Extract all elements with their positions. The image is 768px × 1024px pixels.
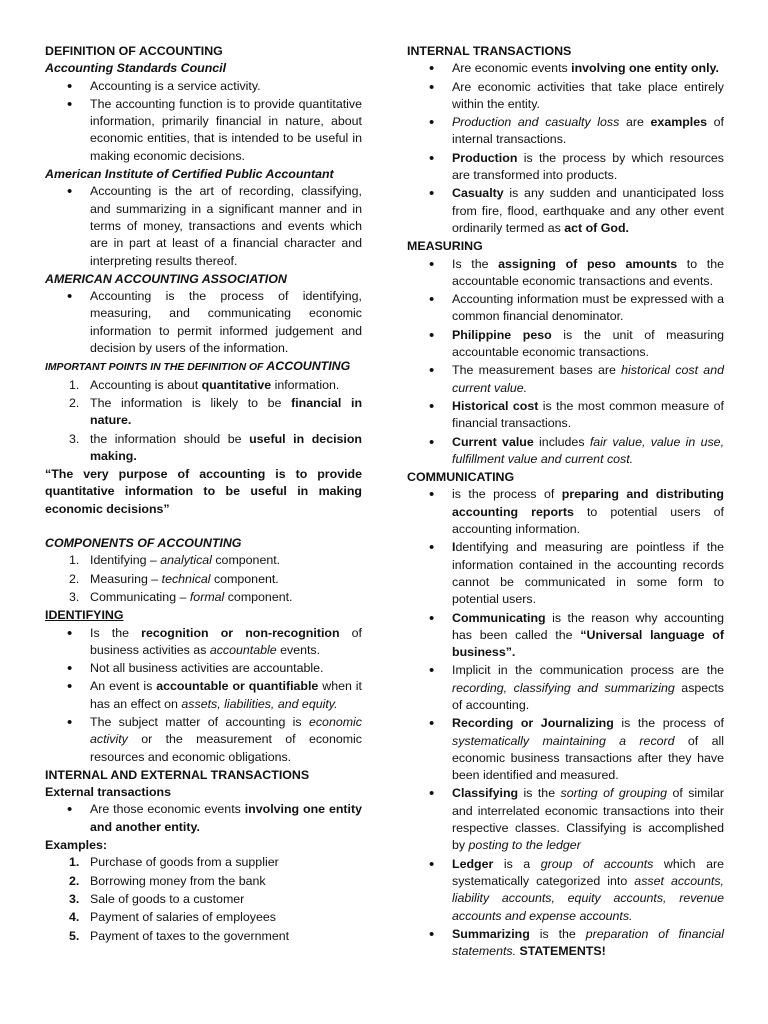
item-text: The subject matter of accounting is	[90, 714, 309, 729]
item-text: includes	[533, 434, 590, 449]
list-item: • Not all business activities are accountable.	[45, 660, 362, 677]
important-list	[45, 377, 362, 465]
identifying-list	[45, 625, 362, 766]
list-item	[407, 60, 724, 77]
item-text: Are economic events	[452, 61, 572, 76]
item-text: Payment of taxes to the government	[90, 928, 290, 943]
item-text: is the reason why accounting has been called the	[452, 610, 724, 642]
item-bold: useful in decision making.	[90, 431, 362, 463]
list-item	[45, 928, 362, 945]
item-bold: financial in nature.	[90, 395, 363, 428]
item-number: 4.	[69, 910, 80, 925]
list-item	[407, 486, 724, 538]
item-italic: recording, classifying and summarizing	[452, 680, 675, 695]
item-number: 1.	[69, 855, 80, 870]
measuring-heading: MEASURING	[407, 239, 483, 254]
measuring-list	[407, 256, 724, 469]
list-item	[45, 891, 362, 908]
list-item	[407, 362, 724, 397]
item-text: component.	[210, 571, 279, 586]
list-item	[407, 114, 724, 149]
item-text: Is the	[90, 625, 142, 640]
list-item	[407, 327, 724, 362]
list-item	[407, 856, 724, 925]
list-item	[45, 873, 362, 890]
components-heading: COMPONENTS OF ACCOUNTING	[45, 536, 242, 551]
item-text: is a	[493, 856, 541, 871]
list-item	[407, 610, 724, 662]
communicating-heading: COMMUNICATING	[407, 470, 515, 485]
item-text: Identifying –	[90, 553, 161, 568]
item-text: Payment of salaries of employees	[90, 910, 276, 925]
aicpa-heading: American Institute of Certified Public Accountant	[45, 167, 334, 182]
list-item	[407, 715, 724, 784]
item-text: aspects of accounting.	[452, 680, 724, 712]
transactions-heading: INTERNAL AND EXTERNAL TRANSACTIONS	[45, 767, 310, 782]
list-item	[45, 909, 362, 926]
item-bold: quantitative	[201, 377, 272, 392]
item-number: 3.	[69, 589, 80, 604]
item-text: Purchase of goods from a supplier	[90, 855, 279, 870]
item-text: is any sudden and unanticipated loss from fire, flood, earthquake and any other event ordinarily termed as	[452, 186, 724, 235]
list-item	[45, 552, 362, 569]
list-item	[407, 256, 724, 291]
item-text: of all economic business transactions after they have been identified and measured.	[452, 733, 724, 783]
important-heading-small: IMPORTANT POINTS IN THE DEFINITION OF	[45, 362, 264, 374]
item-bold: preparing and distributing accounting reports	[452, 487, 724, 519]
components-list	[45, 552, 362, 606]
item-italic: group of accounts	[540, 856, 654, 871]
item-bold: Casualty	[452, 186, 504, 201]
item-text: Communicating –	[90, 589, 190, 604]
item-italic: analytical	[160, 553, 212, 568]
item-bold: Production	[452, 150, 518, 165]
examples-list	[45, 854, 362, 944]
list-item	[45, 854, 362, 871]
aicpa-list	[45, 183, 362, 269]
list-item	[407, 926, 724, 961]
item-italic: Production and casualty loss	[452, 115, 620, 130]
item-text: of business activities as	[90, 625, 362, 657]
item-text: Sale of goods to a customer	[90, 891, 245, 906]
list-item	[45, 625, 362, 660]
spacer	[45, 518, 362, 535]
list-item	[45, 395, 362, 430]
item-italic: systematically maintaining a record	[452, 733, 675, 748]
item-text: is the	[518, 786, 561, 801]
list-item: • Accounting is the process of identifying, measuring, and communicating economic information to permit informed judgement and decision by users of the information.	[45, 288, 362, 357]
list-item	[407, 539, 724, 608]
list-item	[407, 398, 724, 433]
list-item: • Accounting is the art of recording, classifying, and summarizing in a significant manner and in terms of money, transactions and events which are in part at least of a financial character and interpreting results thereof.	[45, 183, 362, 269]
item-text: to the accountable economic transactions and events.	[452, 256, 724, 288]
internal-list	[407, 60, 724, 237]
communicating-list	[407, 486, 724, 960]
item-text: to potential users of accounting information.	[452, 504, 724, 537]
item-bold: involving one entity and another entity.	[90, 802, 362, 834]
item-bold: Classifying	[452, 786, 519, 801]
item-text: Are those economic events	[90, 802, 245, 817]
item-text: are	[619, 115, 651, 130]
right-column	[407, 43, 724, 961]
item-bold: Ledger	[452, 856, 494, 871]
item-bold: Philippine peso	[452, 327, 552, 342]
item-bold: accountable or quantifiable	[156, 679, 319, 694]
item-bold: STATEMENTS!	[516, 944, 606, 959]
item-text: Borrowing money from the bank	[90, 873, 266, 888]
item-italic: fair value, value in use, fulfillment value and current cost.	[452, 434, 725, 466]
doc-title: DEFINITION OF ACCOUNTING	[45, 44, 223, 58]
item-text: or the measurement of economic resources and economic obligations.	[90, 732, 362, 764]
internal-heading: INTERNAL TRANSACTIONS	[407, 44, 572, 58]
item-text: component.	[224, 589, 293, 604]
item-text: component.	[211, 553, 281, 568]
item-bold: Communicating	[452, 610, 546, 625]
list-item	[45, 571, 362, 588]
list-item: • Accounting information must be expressed with a common financial denominator.	[407, 291, 724, 326]
list-item: • Accounting is a service activity.	[45, 78, 362, 95]
item-text: Implicit in the communication process are the	[452, 663, 724, 678]
item-text: is the process of	[613, 716, 724, 731]
item-number: 1.	[69, 553, 80, 568]
item-text: is the process of	[452, 487, 562, 502]
item-bold: I	[452, 540, 456, 555]
item-number: 2.	[69, 571, 80, 586]
purpose-quote: “The very purpose of accounting is to provide quantitative information to be useful in making economic decisions”	[45, 467, 362, 516]
item-text: of internal transactions.	[452, 115, 724, 147]
item-bold: recognition or non-recognition	[141, 625, 340, 640]
aaa-heading: AMERICAN ACCOUNTING ASSOCIATION	[45, 271, 287, 286]
item-text: dentifying and measuring are pointless if the information contained in the accounting records cannot be communicated in some form to potential users.	[452, 540, 724, 607]
item-number: 2.	[69, 873, 80, 888]
item-bold: examples	[650, 115, 708, 130]
item-italic: posting to the ledger	[468, 838, 581, 853]
item-text: is the	[529, 926, 586, 941]
item-text: information.	[271, 377, 340, 392]
item-text: The measurement bases are	[452, 363, 622, 378]
item-text: when it has an effect on	[90, 679, 362, 711]
item-bold: Summarizing	[452, 926, 530, 941]
left-column	[45, 43, 362, 946]
item-text: of similar and interrelated economic transactions into their respective classes. Classifying is accomplished by	[452, 786, 724, 853]
item-italic: preparation of financial statements.	[452, 926, 724, 959]
identifying-heading: IDENTIFYING	[45, 608, 124, 623]
item-number: 3.	[69, 431, 80, 446]
list-item	[407, 785, 724, 854]
item-italic: technical	[161, 571, 211, 586]
item-bold: Recording or Journalizing	[452, 716, 614, 731]
important-heading	[45, 358, 362, 376]
item-number: 2.	[69, 395, 80, 410]
external-list	[45, 801, 362, 836]
item-italic: assets, liabilities, and equity.	[181, 696, 338, 711]
list-item	[407, 185, 724, 237]
item-text: the information should be	[90, 431, 250, 446]
item-number: 3.	[69, 891, 80, 906]
asc-list	[45, 78, 362, 165]
item-text: events.	[276, 642, 321, 657]
item-number: 5.	[69, 928, 80, 943]
item-text: Accounting is about	[90, 377, 202, 392]
item-bold: involving one entity only.	[571, 61, 719, 76]
list-item	[407, 662, 724, 714]
item-italic: historical cost and current value.	[452, 363, 724, 395]
item-bold: assigning of peso amounts	[498, 256, 678, 271]
examples-label: Examples:	[45, 838, 107, 853]
list-item	[45, 714, 362, 766]
item-text: Measuring –	[90, 571, 162, 586]
item-number: 1.	[69, 377, 80, 392]
item-text: An event is	[90, 679, 157, 694]
aaa-list	[45, 288, 362, 357]
item-italic: asset accounts, liability accounts, equity accounts, revenue accounts and expense accounts.	[452, 873, 724, 923]
item-italic: accountable	[209, 642, 277, 657]
list-item	[45, 589, 362, 606]
item-italic: sorting of grouping	[560, 786, 668, 801]
item-text: Is the	[452, 256, 499, 271]
important-heading-big: ACCOUNTING	[266, 359, 351, 374]
item-text: which are systematically categorized into	[452, 856, 724, 888]
item-italic: economic activity	[90, 714, 362, 747]
list-item	[45, 678, 362, 713]
item-text: is the process by which resources are transformed into products.	[452, 150, 724, 183]
item-italic: formal	[189, 589, 225, 604]
item-text: is the most common measure of financial transactions.	[452, 398, 724, 431]
list-item	[407, 150, 724, 185]
item-bold: “Universal language of business”.	[452, 627, 724, 660]
asc-heading: Accounting Standards Council	[45, 61, 227, 76]
list-item	[45, 801, 362, 836]
external-heading: External transactions	[45, 785, 172, 800]
list-item	[407, 434, 724, 469]
list-item: • Are economic activities that take place entirely within the entity.	[407, 79, 724, 114]
list-item: • The accounting function is to provide quantitative information, primarily financial in nature, about economic entities, that is intended to be useful in making economic decisions.	[45, 96, 362, 165]
item-bold: act of God.	[564, 220, 629, 235]
list-item	[45, 377, 362, 394]
item-text: The information is likely to be	[90, 395, 292, 410]
item-bold: Historical cost	[452, 398, 539, 413]
item-text: is the unit of measuring accountable economic transactions.	[452, 327, 724, 360]
item-bold: Current value	[452, 434, 534, 449]
list-item	[45, 431, 362, 466]
